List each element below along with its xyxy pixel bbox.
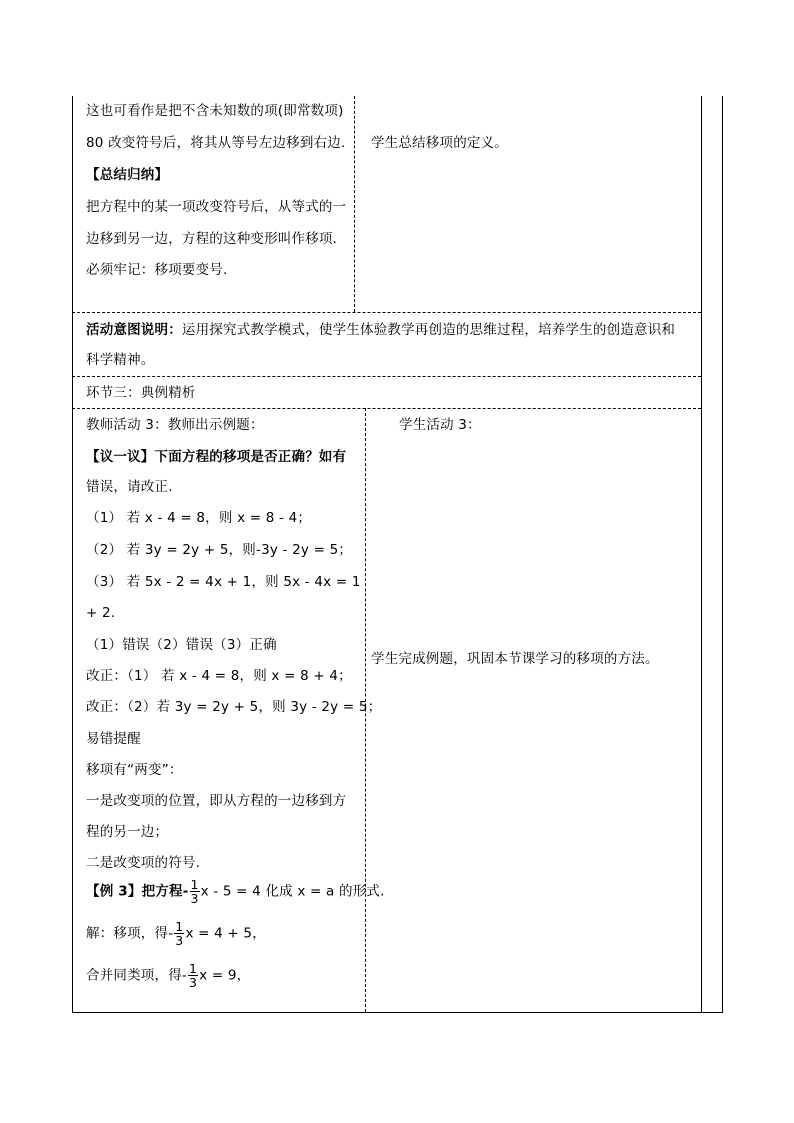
solution-step-2-suffix: x = 9， xyxy=(199,967,251,984)
fraction-denominator: 3 xyxy=(190,891,199,906)
block3-tip-heading: 易错提醒 xyxy=(86,731,141,747)
example3-prefix: 【例 3】把方程- xyxy=(86,883,189,900)
block1-student-text: 学生总结移项的定义。 xyxy=(371,135,508,151)
intent-line-2: 科学精神。 xyxy=(86,352,155,368)
block3-item-1: （1） 若 x - 4 = 8，则 x = 8 - 4； xyxy=(86,510,312,526)
fraction-denominator: 3 xyxy=(175,933,184,948)
block3-answers: （1）错误（2）错误（3）正确 xyxy=(86,637,277,653)
intent-text-1: 运用探究式教学模式，使学生体验教学再创造的思维过程，培养学生的创造意识和 xyxy=(181,322,676,338)
table-border-bottom xyxy=(72,1012,723,1013)
block1-line-5: 边移到另一边，方程的这种变形叫作移项. xyxy=(86,231,338,247)
block3-tip-line-4: 二是改变项的符号. xyxy=(86,855,201,871)
fraction-numerator: 1 xyxy=(175,919,184,934)
example3-statement xyxy=(86,878,385,905)
fraction-denominator: 3 xyxy=(188,975,198,990)
solution-step-1-suffix: x = 4 + 5， xyxy=(185,925,266,942)
intent-label: 活动意图说明： xyxy=(86,322,182,338)
solution-step-2-prefix: 合并同类项，得- xyxy=(86,967,187,984)
row-divider-2 xyxy=(72,376,701,377)
fraction-one-third xyxy=(188,962,198,989)
block1-line-4: 把方程中的某一项改变符号后，从等式的一 xyxy=(86,199,347,215)
table-border-inner xyxy=(701,96,702,1012)
student-activity-3-text: 学生完成例题，巩固本节课学习的移项的方法。 xyxy=(371,651,659,667)
table-border-right xyxy=(722,96,723,1012)
block3-item-3-cont: + 2. xyxy=(86,605,116,621)
row-divider-1 xyxy=(72,312,701,313)
block3-tip-line-3: 程的另一边； xyxy=(86,824,169,840)
fraction-one-third xyxy=(174,920,184,947)
example3-suffix: x - 5 = 4 化成 x = a 的形式. xyxy=(200,883,385,900)
block1-line-6: 必须牢记：移项要变号. xyxy=(86,262,228,278)
block3-tip-line-2: 一是改变项的位置，即从方程的一边移到方 xyxy=(86,793,347,809)
block3-item-3: （3） 若 5x - 2 = 4x + 1，则 5x - 4x = 1 xyxy=(86,574,361,590)
block1-heading-summary: 【总结归纳】 xyxy=(86,167,169,183)
solution-step-1-prefix: 解：移项，得- xyxy=(86,925,174,942)
solution-step-2 xyxy=(86,962,250,989)
block1-line-2: 80 改变符号后，将其从等号左边移到右边. xyxy=(86,135,346,151)
table-border-left xyxy=(72,96,73,1012)
block1-column-divider xyxy=(354,96,355,312)
section3-title: 环节三：典例精析 xyxy=(86,385,196,401)
row-divider-3 xyxy=(72,408,701,409)
fraction-one-third xyxy=(190,878,200,905)
block3-line-1: 教师活动 3：教师出示例题： xyxy=(86,417,264,433)
intent-line-1 xyxy=(86,321,675,339)
block3-correction-2: 改正：（2）若 3y = 2y + 5，则 3y - 2y = 5； xyxy=(86,699,382,715)
solution-step-1 xyxy=(86,920,266,947)
block3-correction-1: 改正：（1） 若 x - 4 = 8，则 x = 8 + 4； xyxy=(86,668,352,684)
block1-line-1: 这也可看作是把不含未知数的项(即常数项) xyxy=(86,103,344,119)
block3-discuss: 【议一议】下面方程的移项是否正确？如有 xyxy=(86,449,347,465)
block3-tip-line-1: 移项有“两变”： xyxy=(86,762,183,778)
student-activity-3-title: 学生活动 3： xyxy=(399,417,481,433)
block3-item-2: （2） 若 3y = 2y + 5，则-3y - 2y = 5； xyxy=(86,542,353,558)
fraction-numerator: 1 xyxy=(188,961,198,976)
fraction-numerator: 1 xyxy=(190,877,199,892)
block3-line-3: 错误，请改正. xyxy=(86,479,173,495)
